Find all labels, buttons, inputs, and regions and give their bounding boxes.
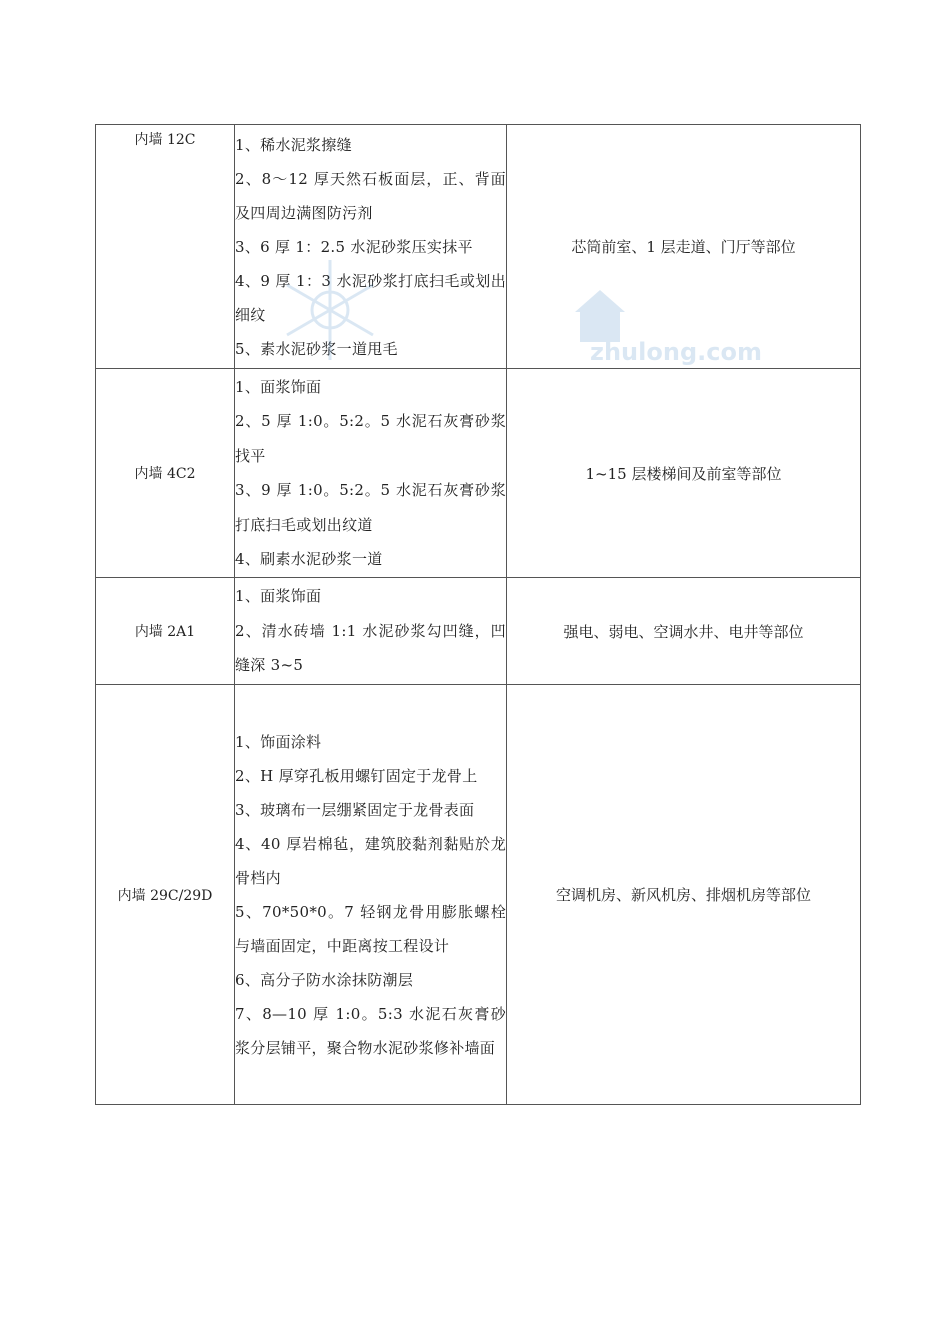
step-text: 1、饰面涂料 (235, 732, 322, 751)
location-cell: 1~15 层楼梯间及前室等部位 (507, 369, 861, 578)
step-text: 4、9 厚 1：3 水泥砂浆打底扫毛或划出细纹 (235, 271, 506, 324)
location-cell: 空调机房、新风机房、排烟机房等部位 (507, 685, 861, 1105)
steps-cell (235, 685, 507, 1105)
watermark-text: zhulong.com (590, 338, 762, 366)
wall-code-cell: 内墙 29C/29D (96, 685, 235, 1105)
wall-finish-table (95, 124, 861, 1105)
step-text: 3、9 厚 1:0。5:2。5 水泥石灰膏砂浆打底扫毛或划出纹道 (235, 481, 506, 534)
step-text: 3、6 厚 1：2.5 水泥砂浆压实抹平 (235, 237, 473, 256)
wall-code-cell: 内墙 12C (96, 125, 235, 369)
step-text: 1、面浆饰面 (235, 587, 322, 606)
step-text: 4、40 厚岩棉毡，建筑胶黏剂黏贴於龙骨档内 (235, 834, 506, 887)
step-text: 2、H 厚穿孔板用螺钉固定于龙骨上 (235, 766, 478, 785)
step-text: 5、70*50*0。7 轻钢龙骨用膨胀螺栓与墙面固定，中距离按工程设计 (235, 902, 506, 955)
step-text: 7、8—10 厚 1:0。5:3 水泥石灰膏砂浆分层铺平，聚合物水泥砂浆修补墙面 (235, 1004, 506, 1057)
step-text: 1、面浆饰面 (235, 377, 322, 396)
step-text: 5、素水泥砂浆一道甩毛 (235, 339, 398, 358)
table-row (96, 685, 861, 1105)
location-cell: 芯筒前室、1 层走道、门厅等部位 (507, 125, 861, 369)
step-text: 2、5 厚 1:0。5:2。5 水泥石灰膏砂浆找平 (235, 412, 506, 465)
table-row (96, 369, 861, 578)
wall-code-cell: 内墙 4C2 (96, 369, 235, 578)
step-text: 3、玻璃布一层绷紧固定于龙骨表面 (235, 800, 475, 819)
step-text: 2、清水砖墙 1:1 水泥砂浆勾凹缝，凹缝深 3~5 (235, 621, 506, 675)
steps-cell (235, 369, 507, 578)
step-text: 1、稀水泥浆擦缝 (235, 135, 352, 154)
step-text: 2、8～12 厚天然石板面层，正、背面及四周边满图防污剂 (235, 169, 506, 222)
steps-cell (235, 125, 507, 369)
table-row (96, 578, 861, 685)
steps-cell (235, 578, 507, 685)
wall-code-cell: 内墙 2A1 (96, 578, 235, 685)
table-row (96, 125, 861, 369)
location-cell: 强电、弱电、空调水井、电井等部位 (507, 578, 861, 685)
step-text: 6、高分子防水涂抹防潮层 (235, 970, 414, 989)
step-text: 4、刷素水泥砂浆一道 (235, 550, 383, 568)
